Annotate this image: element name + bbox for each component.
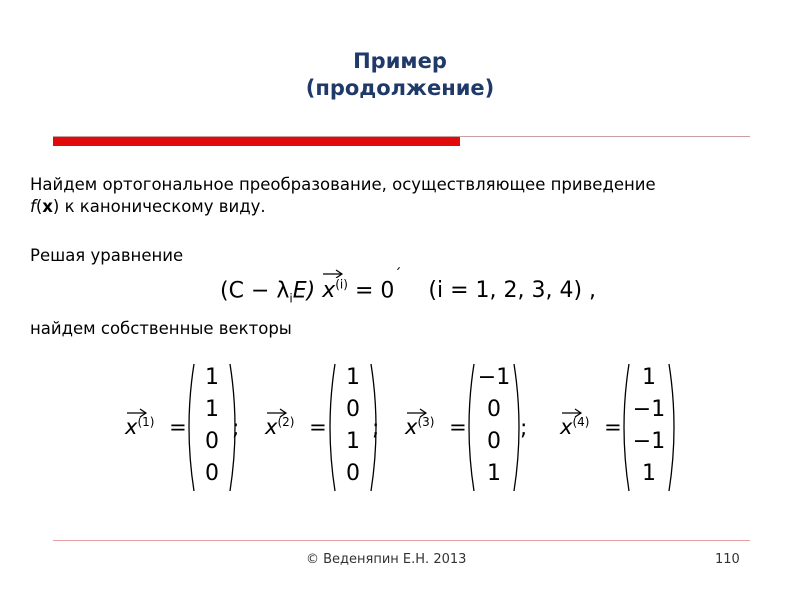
vector-2-value-1: 1 [346,365,360,390]
vector-1-sup: (1) [137,415,155,429]
vector-1-equals: = [169,415,187,439]
eq-equals-zero: = 0 [354,278,395,304]
paren-open: ( [35,197,43,216]
vector-2-label [265,415,327,439]
eq-condition: (i = 1, 2, 3, 4) , [428,278,597,304]
bold-x: x [42,197,53,216]
vector-4-sup: (4) [572,415,590,429]
title-line-1: Пример [353,49,447,73]
vector-3-equals: = [449,415,467,439]
vector-2-value-2: 0 [346,397,360,422]
vector-4-value-2: −1 [632,397,666,422]
vector-2-equals: = [309,415,327,439]
vector-2-value-4: 0 [346,461,360,486]
vector-arrow-icon [561,407,583,417]
vector-3-values [474,362,514,490]
vector-arrow-icon [406,407,428,417]
vector-1-value-1: 1 [205,365,219,390]
vector-4-value-4: 1 [642,461,656,486]
vector-1-value-2: 1 [205,397,219,422]
separator-1: ; [232,416,240,441]
vector-3-label [405,415,467,439]
footer-copyright: © Веденяпин Е.Н. 2013 [306,552,467,567]
vector-arrow-icon [126,407,148,417]
eq-e: E) [292,278,316,304]
page-number: 110 [715,552,740,567]
vector-1-value-3: 0 [205,429,219,454]
vector-4-label [560,415,622,439]
vector-3-value-3: 0 [487,429,501,454]
func-f: f [30,197,36,216]
eq-lambda-sub: i [289,291,293,306]
eq-left: (C − λ [220,278,290,304]
paragraph-eigenvectors: найдем собственные векторы [30,319,292,338]
vector-4-equals: = [604,415,622,439]
header-divider-accent [53,137,460,146]
eq-vector-x [322,278,355,303]
vector-1-values [194,362,230,490]
intro-text-2: ) к каноническому виду. [52,197,266,216]
slide-title [0,48,800,102]
eigen-equation [220,267,597,311]
title-line-2: (продолжение) [305,76,495,100]
vector-4-x: x [560,415,573,439]
vector-1-label [125,415,187,439]
vector-2-value-3: 1 [346,429,360,454]
separator-2: ; [372,416,380,441]
paragraph-intro [30,174,780,218]
vector-3-x: x [405,415,418,439]
vector-4-values [629,362,669,490]
prime-mark: ´ [394,267,402,284]
paragraph-solving: Решая уравнение [30,246,184,265]
vector-3-sup: (3) [417,415,435,429]
eq-x-sup: (i) [335,278,348,292]
separator-3: ; [520,416,528,441]
vector-2-sup: (2) [277,415,295,429]
vector-1-x: x [125,415,138,439]
vector-2-values [335,362,371,490]
vector-3-value-2: 0 [487,397,501,422]
footer-divider [53,540,750,541]
intro-text: Найдем ортогональное преобразование, осуществляющее приведение [30,175,656,194]
vector-arrow-icon [266,407,288,417]
vector-4-value-1: 1 [642,365,656,390]
vector-1-value-4: 0 [205,461,219,486]
eq-x: x [322,278,336,304]
vector-arrow-icon [322,268,344,278]
vector-3-value-4: 1 [487,461,501,486]
vector-4-value-3: −1 [632,429,666,454]
vector-3-value-1: −1 [477,365,511,390]
vector-2-x: x [265,415,278,439]
